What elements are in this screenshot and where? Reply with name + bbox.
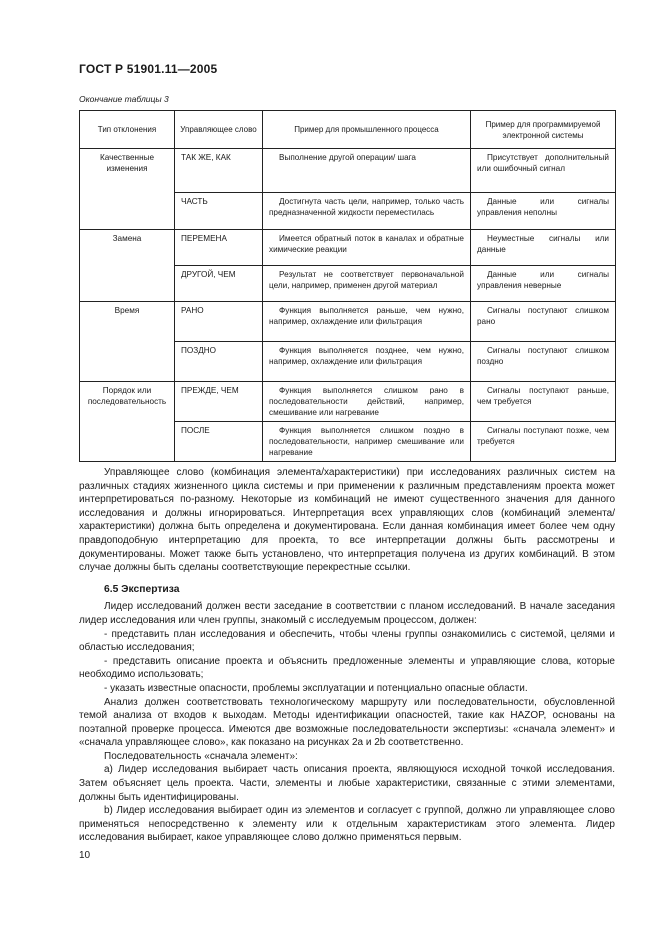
paragraph-session: Лидер исследований должен вести заседание в соответствии с планом исследований. В начале заседания лидер исследования или член группы, знакомый с исследуемым процессом, должен: [79, 601, 615, 626]
electronic-example-cell: Неуместные сигналы или данные [471, 230, 616, 266]
industrial-example-cell: Функция выполняется позднее, чем нужно, например, охлаждение или фильтрация [263, 342, 471, 382]
industrial-example-cell: Функция выполняется слишком поздно в последовательности, например смешивание или нагревание [263, 422, 471, 462]
column-header-industrial-example: Пример для промышленного процесса [263, 111, 471, 149]
table-row [80, 382, 616, 422]
deviation-table [79, 110, 616, 462]
electronic-example-cell: Данные или сигналы управления неверные [471, 266, 616, 302]
guide-word-cell: ЧАСТЬ [175, 193, 263, 230]
column-header-guide-word: Управляющее слово [175, 111, 263, 149]
guide-word-cell: ПЕРЕМЕНА [175, 230, 263, 266]
table-row [80, 302, 616, 342]
deviation-type-cell: Порядок или последовательность [80, 382, 175, 462]
paragraph-sequence-title: Последовательность «сначала элемент»: [104, 750, 298, 762]
bullet-item: - представить описание проекта и объяснить предложенные элементы и управляющие слова, которые необходимо использовать; [79, 655, 615, 681]
deviation-type-cell: Замена [80, 230, 175, 302]
electronic-example-cell: Сигналы поступают слишком рано [471, 302, 616, 342]
guide-word-cell: ТАК ЖЕ, КАК [175, 149, 263, 193]
column-header-deviation-type: Тип отклонения [80, 111, 175, 149]
deviation-type-cell: Качественные изменения [80, 149, 175, 230]
industrial-example-cell: Выполнение другой операции/ шага [263, 149, 471, 193]
bullet-item: - представить план исследования и обеспечить, чтобы члены группы ознакомились с системой, целями и областью исследования; [79, 628, 615, 654]
table-caption: Окончание таблицы 3 [79, 94, 169, 104]
table-row [80, 230, 616, 266]
industrial-example-cell: Функция выполняется слишком рано в последовательности действий, например, смешивание или нагревание [263, 382, 471, 422]
electronic-example-cell: Сигналы поступают слишком поздно [471, 342, 616, 382]
guide-word-cell: ПОЗДНО [175, 342, 263, 382]
industrial-example-cell: Достигнута часть цели, например, только часть предназначенной жидкости переместилась [263, 193, 471, 230]
electronic-example-cell: Сигналы поступают раньше, чем требуется [471, 382, 616, 422]
table-row [80, 149, 616, 193]
page-number: 10 [79, 850, 91, 861]
electronic-example-cell: Сигналы поступают позже, чем требуется [471, 422, 616, 462]
column-header-electronic-example: Пример для программируемой электронной системы [471, 111, 616, 149]
guide-word-cell: ДРУГОЙ, ЧЕМ [175, 266, 263, 302]
deviation-type-cell: Время [80, 302, 175, 382]
document-header: ГОСТ Р 51901.11—2005 [79, 62, 218, 76]
paragraph-interpretation: Управляющее слово (комбинация элемента/характеристики) при исследованиях различных систем на различных стадиях жизненного цикла системы и при применении к различным представлениям проекта может интерпретироваться по-разному. Некоторые из комбинаций не имеют существенного значения для данного исследования и должны игнорироваться. Интерпретация всех управляющих слов (комбинаций элемента/ характеристики) должна быть определена и документирована. Если данная комбинация имеет более чем одну правдоподобную интерпретацию для проекта, то все интерпретации должны быть рассмотрены и документированы. Может также быть установлено, что интерпретация получена из других комбинаций. В этом случае должны быть сделаны соответствующие перекрестные ссылки. [79, 467, 615, 574]
electronic-example-cell: Присутствует дополнительный или ошибочный сигнал [471, 149, 616, 193]
body-text [79, 466, 615, 845]
list-item-b: b) Лидер исследования выбирает один из элементов и согласует с группой, должно ли управляющее слово применяться непосредственно к элементу или к отдельным характеристикам этого элемента. Лидер исследования выбирает, какое управляющее слово должно применяться первым. [79, 805, 615, 844]
bullet-item: - указать известные опасности, проблемы эксплуатации и потенциально опасные области. [104, 682, 528, 694]
guide-word-cell: ПРЕЖДЕ, ЧЕМ [175, 382, 263, 422]
industrial-example-cell: Результат не соответствует первоначальной цели, например, применен другой материал [263, 266, 471, 302]
section-heading-expertise: 6.5 Экспертиза [104, 583, 180, 595]
industrial-example-cell: Функция выполняется раньше, чем нужно, например, охлаждение или фильтрация [263, 302, 471, 342]
paragraph-analysis: Анализ должен соответствовать технологическому маршруту или последовательности, обусловленной темой анализа от входов к выходам. Методы идентификации опасностей, такие как HAZOP, основаны на поэтапной проверке процесса. Имеются две возможные последовательности экспертизы: «сначала элемент» и «сначала управляющее слово», как показано на рисунках 2а и 2b соответственно. [79, 696, 615, 749]
guide-word-cell: ПОСЛЕ [175, 422, 263, 462]
table-header-row [80, 111, 616, 149]
guide-word-cell: РАНО [175, 302, 263, 342]
electronic-example-cell: Данные или сигналы управления неполны [471, 193, 616, 230]
list-item-a: а) Лидер исследования выбирает часть описания проекта, являющуюся исходной точкой исследования. Затем объясняет цель проекта. Части, элементы и любые характеристики, связанные с этими элементами, должны быть идентифицированы. [79, 764, 615, 803]
industrial-example-cell: Имеется обратный поток в каналах и обратные химические реакции [263, 230, 471, 266]
